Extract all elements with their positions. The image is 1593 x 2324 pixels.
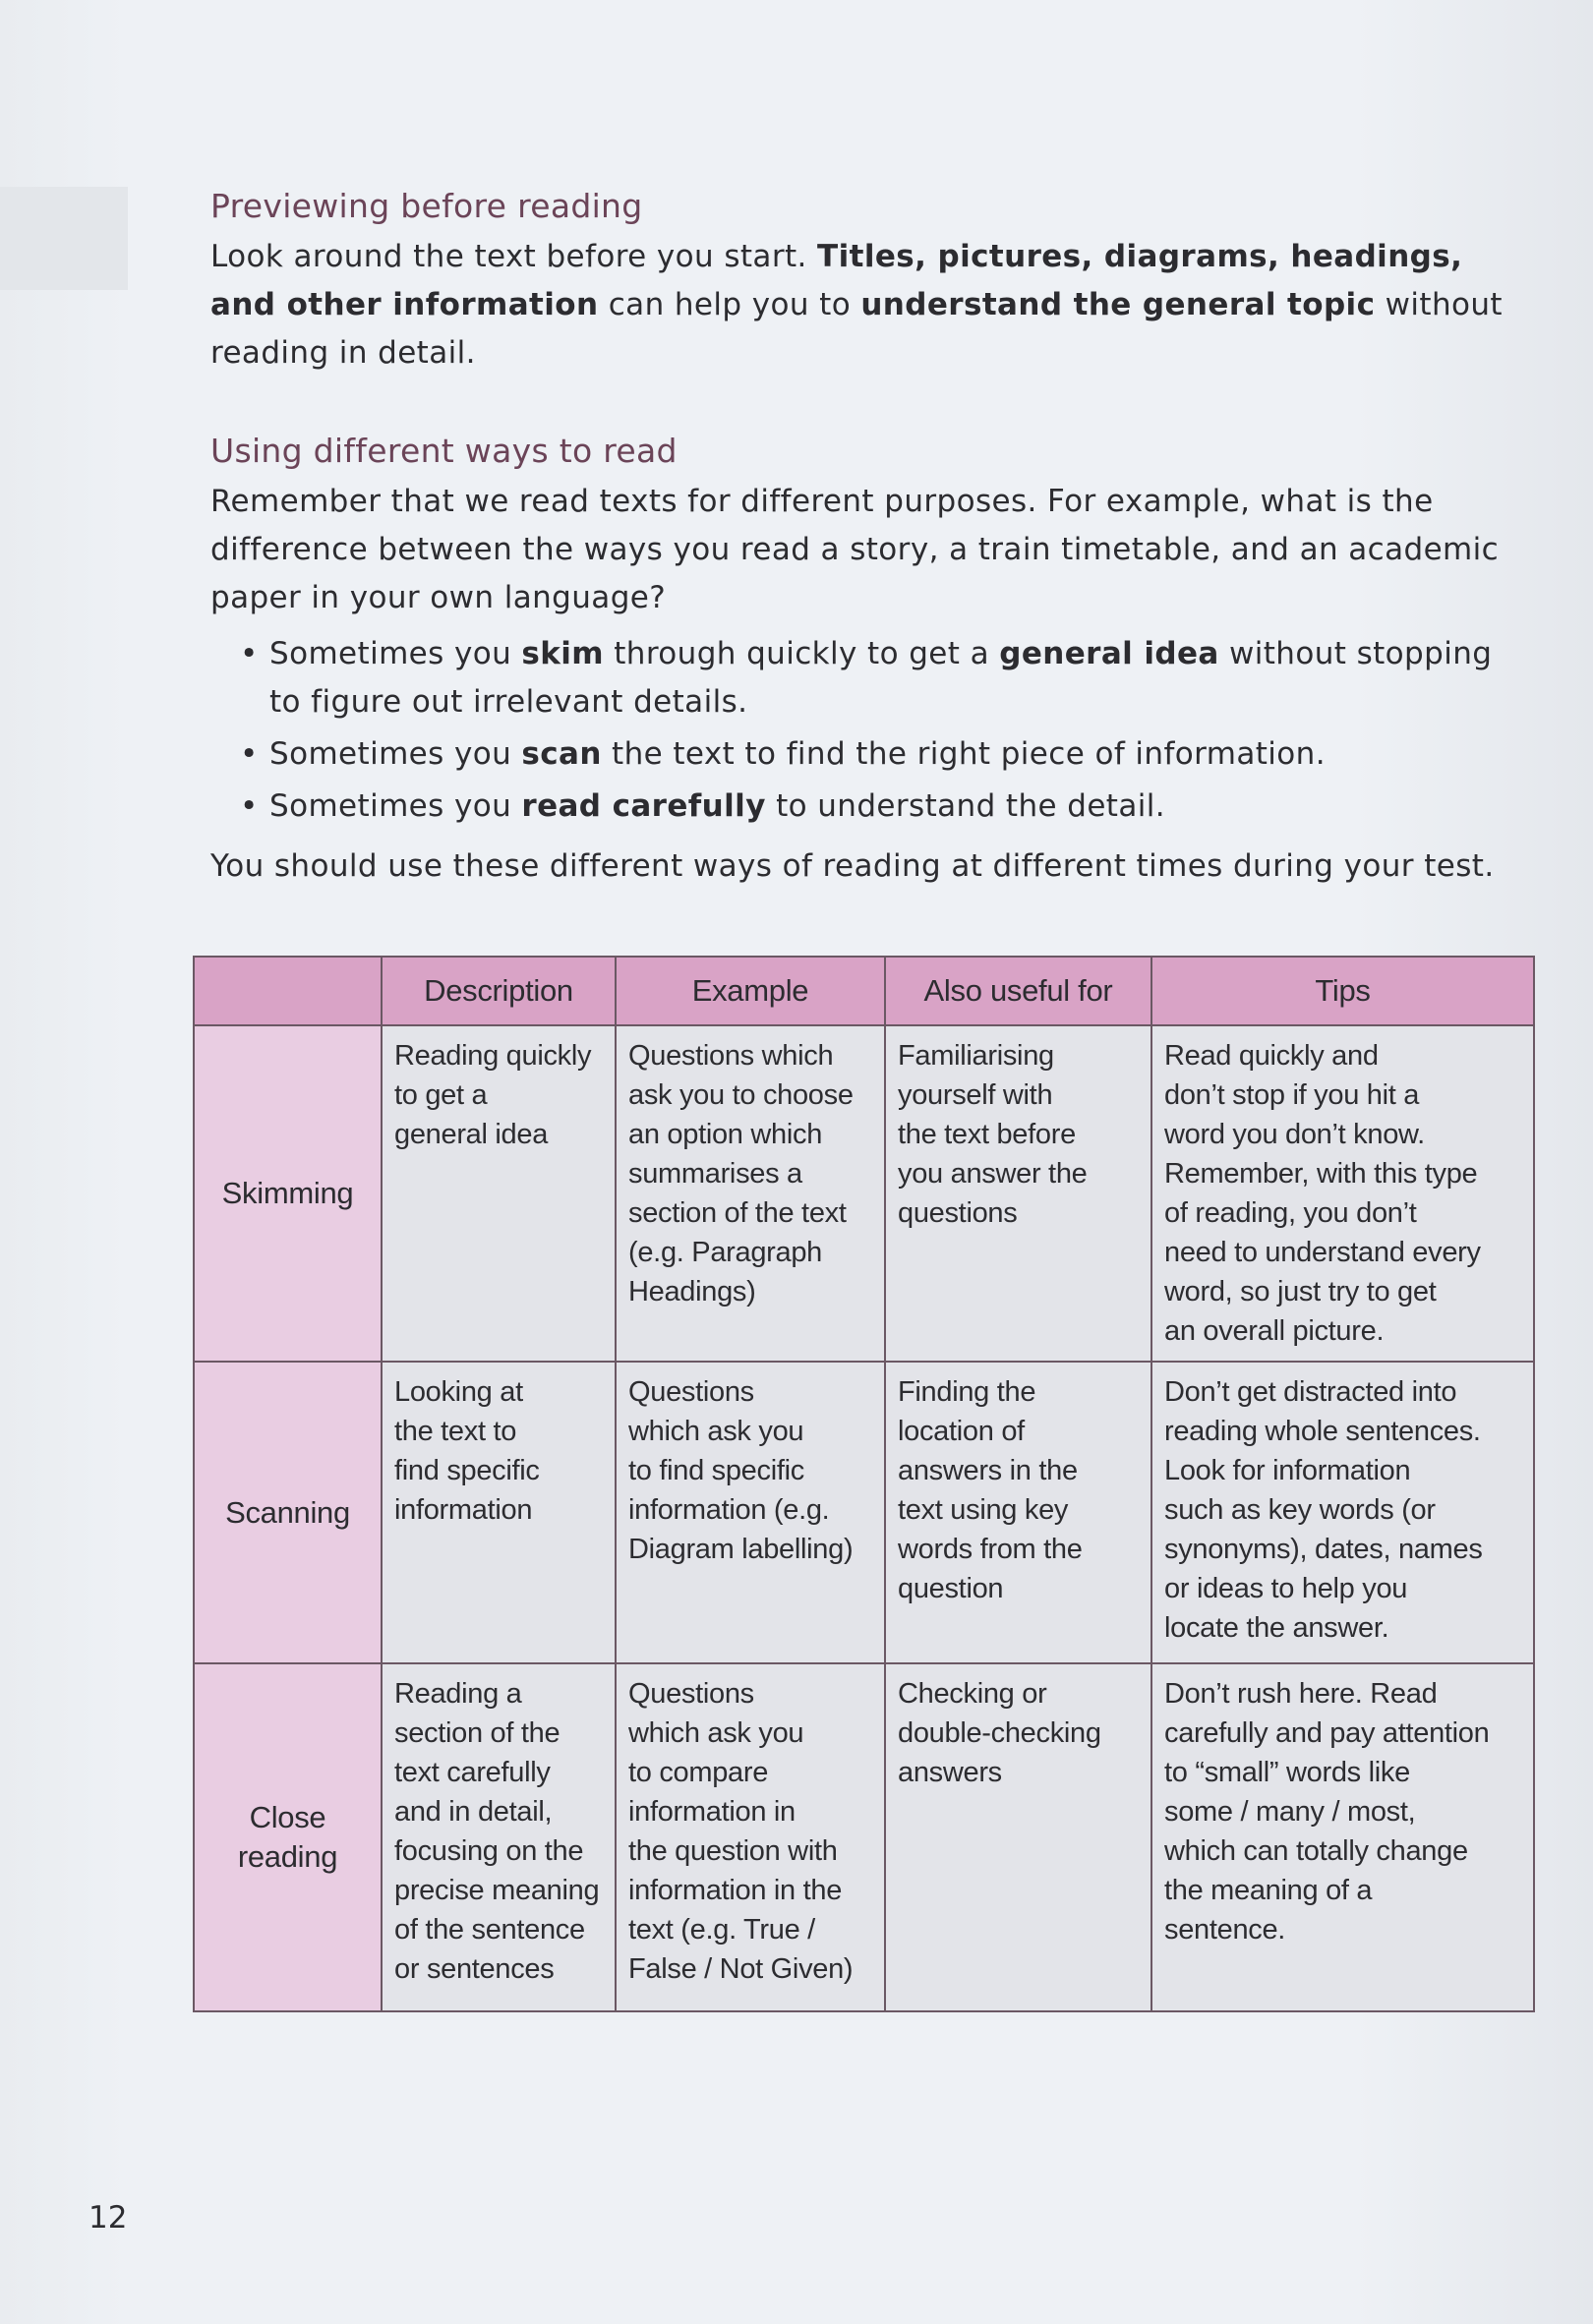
text: without stopping to figure out irrelevant details. xyxy=(269,636,1493,720)
cell-tips: Read quickly and don’t stop if you hit a word you don’t know. Remember, with this type of reading, you don’t need to understand every word, so just try to get an overall picture. xyxy=(1151,1025,1534,1362)
cell-tips: Don’t get distracted into reading whole sentences. Look for information such as key words (or synonyms), dates, names or ideas to help you locate the answer. xyxy=(1151,1362,1534,1663)
bold-text: Titles, pictures, diagrams, headings, and other information xyxy=(210,239,1463,322)
cell-example: Questions which ask you to choose an option which summarises a section of the text (e.g. Paragraph Headings) xyxy=(616,1025,885,1362)
cell-example: Questions which ask you to compare information in the question with information in the text (e.g. True / False / Not Given) xyxy=(616,1663,885,2011)
cell-tips: Don’t rush here. Read carefully and pay attention to “small” words like some / many / most, which can totally change the meaning of a sentence. xyxy=(1151,1663,1534,2011)
cell-example: Questions which ask you to find specific information (e.g. Diagram labelling) xyxy=(616,1362,885,1663)
list-item xyxy=(269,630,1528,726)
table-row xyxy=(194,1362,1534,1663)
closing-paragraph: You should use these different ways of reading at different times during your test. xyxy=(210,848,1495,884)
bold-text: general idea xyxy=(999,636,1219,671)
bold-text: understand the general topic xyxy=(860,287,1376,322)
reading-strategies-table xyxy=(193,956,1535,2012)
text: through quickly to get a xyxy=(603,636,1000,671)
cell-also-useful: Checking or double-checking answers xyxy=(885,1663,1151,2011)
bold-text: skim xyxy=(521,636,604,671)
text: to understand the detail. xyxy=(765,788,1166,824)
table-row xyxy=(194,1663,1534,2011)
header-blank xyxy=(194,957,382,1025)
cell-also-useful: Familiarising yourself with the text before you answer the questions xyxy=(885,1025,1151,1362)
previewing-paragraph xyxy=(210,233,1528,378)
cell-description: Reading a section of the text carefully and in detail, focusing on the precise meaning of the sentence or sentences xyxy=(382,1663,616,2011)
row-label: Scanning xyxy=(194,1362,382,1663)
list-item xyxy=(269,730,1528,779)
header-example: Example xyxy=(616,957,885,1025)
text: without reading in detail. xyxy=(210,287,1503,371)
row-label: Skimming xyxy=(194,1025,382,1362)
cell-description: Looking at the text to find specific information xyxy=(382,1362,616,1663)
text: Sometimes you xyxy=(269,736,522,772)
text: can help you to xyxy=(598,287,861,322)
page-number: 12 xyxy=(88,2200,128,2236)
cell-also-useful: Finding the location of answers in the text using key words from the question xyxy=(885,1362,1151,1663)
cell-description: Reading quickly to get a general idea xyxy=(382,1025,616,1362)
bold-text: read carefully xyxy=(521,788,766,824)
page-content xyxy=(210,187,1528,891)
header-tips: Tips xyxy=(1151,957,1534,1025)
table-row xyxy=(194,1025,1534,1362)
header-description: Description xyxy=(382,957,616,1025)
header-also-useful: Also useful for xyxy=(885,957,1151,1025)
row-label: Close reading xyxy=(194,1663,382,2011)
text: Sometimes you xyxy=(269,636,522,671)
text: Look around the text before you start. xyxy=(210,239,818,274)
table-header-row xyxy=(194,957,1534,1025)
chapter-tab xyxy=(0,187,128,290)
text: the text to find the right piece of information. xyxy=(601,736,1326,772)
text: Sometimes you xyxy=(269,788,522,824)
list-item xyxy=(269,783,1528,831)
heading-different-ways: Using different ways to read xyxy=(210,432,678,470)
reading-ways-list xyxy=(210,630,1528,831)
intro-paragraph: Remember that we read texts for different purposes. For example, what is the difference between the ways you read a story, a train timetable, and an academic paper in your own language? xyxy=(210,484,1500,615)
bold-text: scan xyxy=(521,736,602,772)
heading-previewing: Previewing before reading xyxy=(210,187,643,225)
